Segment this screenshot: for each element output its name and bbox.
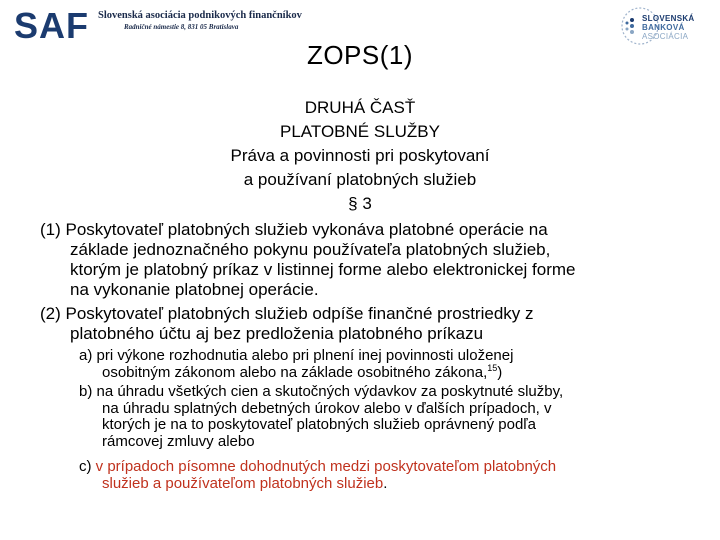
sba-logo-line: SLOVENSKÁ bbox=[642, 14, 695, 23]
paragraph-2 bbox=[40, 304, 720, 344]
paragraph-sign-heading: § 3 bbox=[348, 194, 372, 213]
list-item-text: . bbox=[383, 474, 388, 492]
paragraph-line: platobného účtu aj bez predloženia platobného príkazu bbox=[70, 324, 484, 343]
section-heading: PLATOBNÉ SLUŽBY bbox=[280, 122, 440, 141]
list-item-line: ktorých je na to poskytovateľ platobných služieb oprávnený podľa bbox=[102, 416, 537, 433]
list-item-text: ) bbox=[497, 363, 503, 381]
paragraph-line: základe jednoznačného pokynu používateľa platobných služieb, bbox=[70, 240, 551, 259]
list-item-line: a) pri výkone rozhodnutia alebo pri plnení inej povinnosti uloženej bbox=[79, 347, 514, 364]
subsection-heading: a používaní platobných služieb bbox=[243, 170, 477, 189]
list-item-line bbox=[79, 459, 556, 476]
saf-logo-text: SAF bbox=[14, 5, 89, 44]
list-item-line: b) na úhradu všetkých cien a skutočných výdavkov za poskytnuté služby, bbox=[79, 383, 564, 400]
saf-logo bbox=[12, 4, 92, 44]
paragraph-line: na vykonanie platobnej operácie. bbox=[70, 280, 319, 299]
list-item-c bbox=[79, 459, 556, 492]
sba-logo-line: ASOCIÁCIA bbox=[642, 32, 689, 41]
subsection-heading: Práva a povinnosti pri poskytovaní bbox=[230, 146, 490, 165]
part-heading: DRUHÁ ČASŤ bbox=[304, 98, 416, 117]
list-item-a bbox=[79, 348, 513, 381]
list-item-line: na úhradu splatných debetných úrokov alebo v ďalších prípadoch, v bbox=[102, 399, 552, 417]
sba-logo-line: BANKOVÁ bbox=[642, 23, 685, 32]
organization-address: Radničné námestie 8, 831 05 Bratislava bbox=[124, 23, 239, 31]
list-item-label: c) bbox=[79, 458, 92, 475]
paragraph-line: (1) Poskytovateľ platobných služieb vykonáva platobné operácie na bbox=[40, 220, 548, 239]
list-item-line bbox=[79, 476, 556, 493]
organization-name: Slovenská asociácia podnikových finančníkov bbox=[98, 10, 302, 21]
list-item-line bbox=[79, 362, 513, 382]
slide-title: ZOPS(1) bbox=[306, 40, 414, 70]
paragraph-line: (2) Poskytovateľ platobných služieb odpíše finančné prostriedky z bbox=[40, 304, 534, 323]
highlighted-text: v prípadoch písomne dohodnutých medzi poskytovateľom platobných bbox=[95, 458, 557, 475]
paragraph-1 bbox=[40, 220, 720, 300]
footnote-marker: 15 bbox=[487, 362, 498, 373]
list-item-text: osobitným zákonom alebo na základe osobitného zákona, bbox=[102, 363, 488, 381]
highlighted-text: služieb a používateľom platobných služieb bbox=[102, 474, 384, 492]
list-item-line: rámcovej zmluvy alebo bbox=[102, 432, 255, 450]
list-item-b bbox=[79, 384, 563, 450]
sba-logo-text bbox=[642, 14, 695, 41]
paragraph-line: ktorým je platobný príkaz v listinnej forme alebo elektronickej forme bbox=[70, 260, 576, 279]
